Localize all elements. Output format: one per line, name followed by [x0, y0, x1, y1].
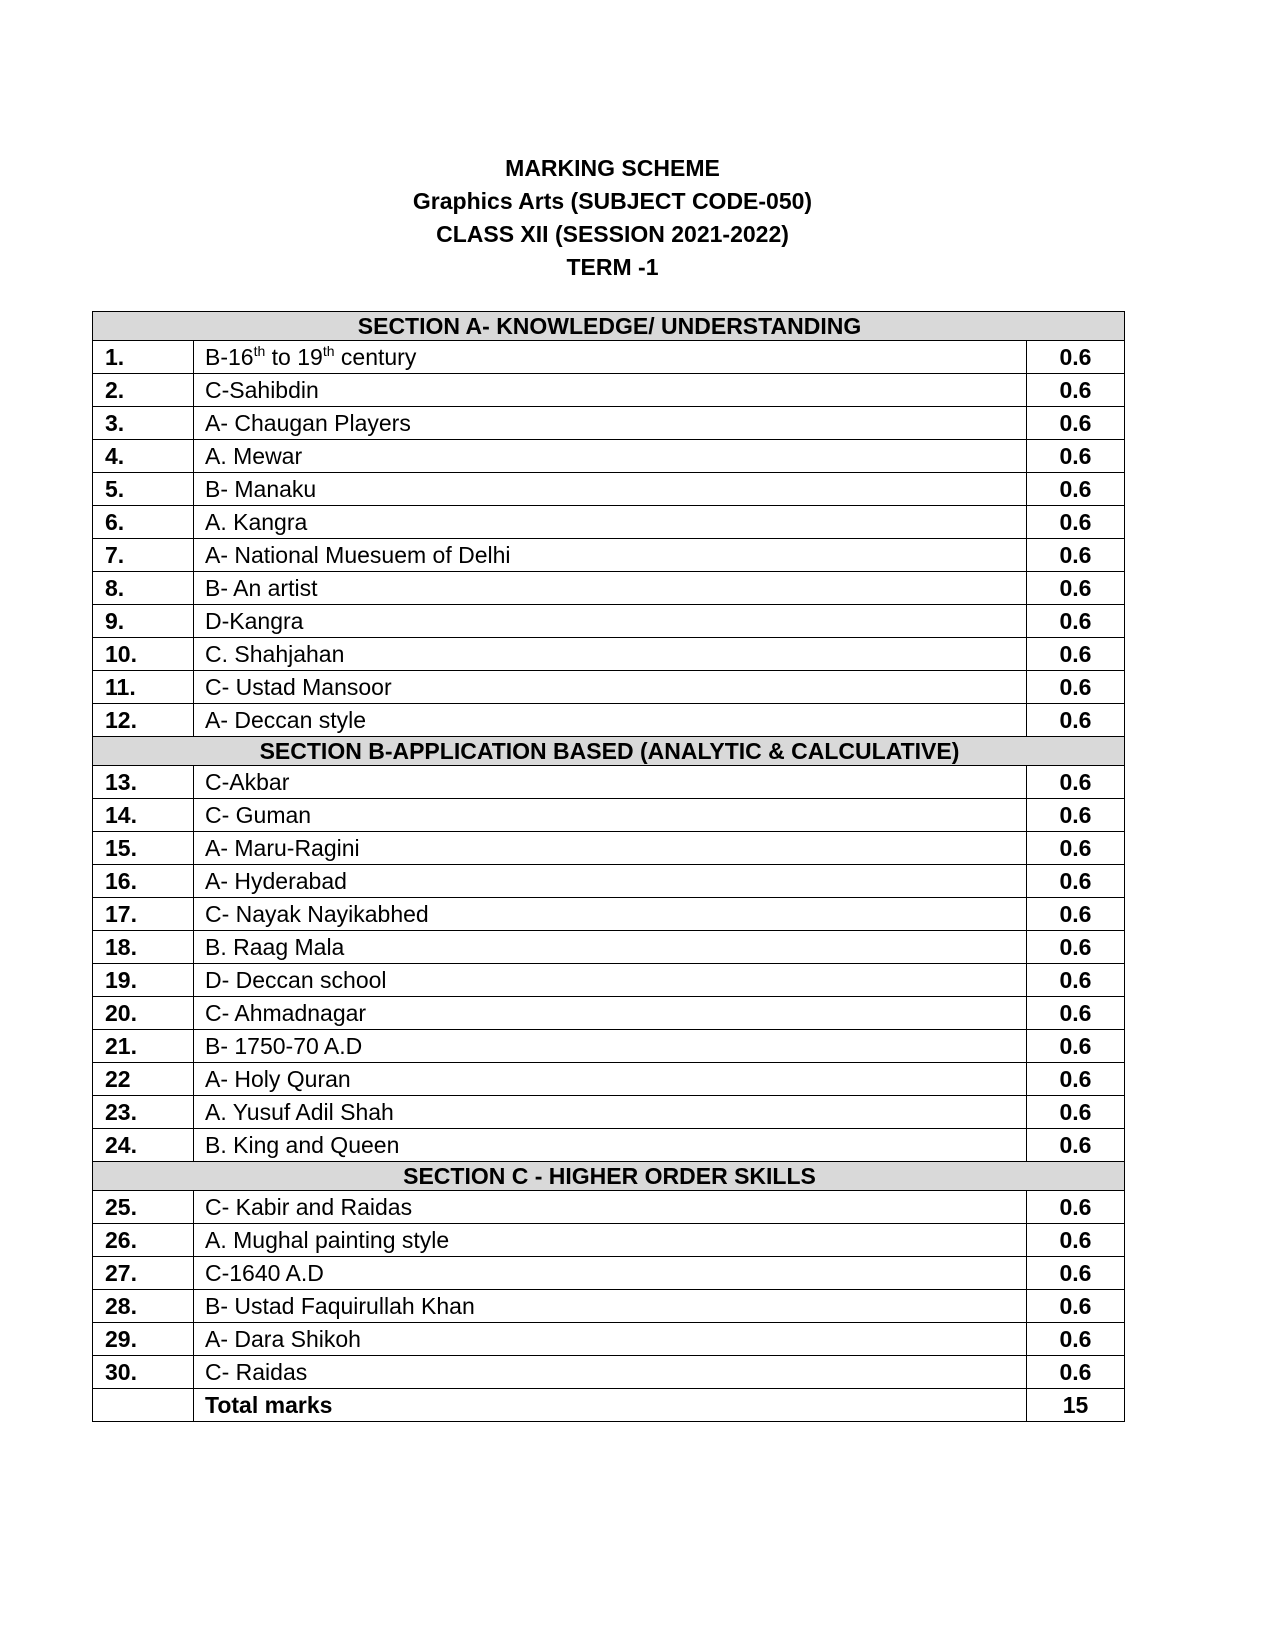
table-row	[93, 1191, 1125, 1224]
table-row	[93, 1063, 1125, 1096]
section-c-title: SECTION C - HIGHER ORDER SKILLS	[93, 1162, 1125, 1191]
question-number: 10.	[93, 638, 194, 671]
question-number: 15.	[93, 832, 194, 865]
answer-cell: B. King and Queen	[194, 1129, 1027, 1162]
marks-cell: 0.6	[1027, 1224, 1125, 1257]
table-row	[93, 931, 1125, 964]
table-row	[93, 506, 1125, 539]
answer-cell: A- Holy Quran	[194, 1063, 1027, 1096]
table-row	[93, 341, 1125, 374]
marks-cell: 0.6	[1027, 1096, 1125, 1129]
marks-cell: 0.6	[1027, 374, 1125, 407]
marks-cell: 0.6	[1027, 1030, 1125, 1063]
section-a-title: SECTION A- KNOWLEDGE/ UNDERSTANDING	[93, 312, 1125, 341]
answer-cell: C-Akbar	[194, 766, 1027, 799]
marks-cell: 0.6	[1027, 1323, 1125, 1356]
question-number: 23.	[93, 1096, 194, 1129]
question-number: 17.	[93, 898, 194, 931]
question-number: 30.	[93, 1356, 194, 1389]
superscript: th	[253, 342, 266, 359]
answer-cell: B. Raag Mala	[194, 931, 1027, 964]
answer-cell: A. Mughal painting style	[194, 1224, 1027, 1257]
answer-cell: A- Dara Shikoh	[194, 1323, 1027, 1356]
marks-cell: 0.6	[1027, 440, 1125, 473]
marks-cell: 0.6	[1027, 898, 1125, 931]
table-row	[93, 1257, 1125, 1290]
table-row	[93, 704, 1125, 737]
question-number: 1.	[93, 341, 194, 374]
answer-cell: B- 1750-70 A.D	[194, 1030, 1027, 1063]
answer-cell: C-1640 A.D	[194, 1257, 1027, 1290]
question-number: 27.	[93, 1257, 194, 1290]
marks-cell: 0.6	[1027, 605, 1125, 638]
table-row	[93, 1224, 1125, 1257]
question-number: 4.	[93, 440, 194, 473]
answer-cell: A. Yusuf Adil Shah	[194, 1096, 1027, 1129]
answer-cell: C- Guman	[194, 799, 1027, 832]
answer-cell: B- Ustad Faquirullah Khan	[194, 1290, 1027, 1323]
answer-cell: D- Deccan school	[194, 964, 1027, 997]
answer-cell: A- Maru-Ragini	[194, 832, 1027, 865]
table-row	[93, 1030, 1125, 1063]
marks-cell: 0.6	[1027, 799, 1125, 832]
marks-cell: 0.6	[1027, 539, 1125, 572]
table-row	[93, 407, 1125, 440]
total-label: Total marks	[194, 1389, 1027, 1422]
answer-cell: C- Kabir and Raidas	[194, 1191, 1027, 1224]
term-line: TERM -1	[566, 254, 659, 280]
question-number: 18.	[93, 931, 194, 964]
answer-cell: B- Manaku	[194, 473, 1027, 506]
marks-cell: 0.6	[1027, 671, 1125, 704]
answer-cell: C. Shahjahan	[194, 638, 1027, 671]
table-row	[93, 766, 1125, 799]
table-row	[93, 799, 1125, 832]
marks-cell: 0.6	[1027, 931, 1125, 964]
table-row	[93, 1356, 1125, 1389]
marks-cell: 0.6	[1027, 1290, 1125, 1323]
marks-cell: 0.6	[1027, 964, 1125, 997]
answer-cell: C- Ustad Mansoor	[194, 671, 1027, 704]
marks-cell: 0.6	[1027, 832, 1125, 865]
section-a-header-row	[93, 312, 1125, 341]
question-number: 26.	[93, 1224, 194, 1257]
marking-scheme-body	[93, 312, 1125, 1422]
answer-cell: C- Ahmadnagar	[194, 997, 1027, 1030]
total-marks: 15	[1027, 1389, 1125, 1422]
marks-cell: 0.6	[1027, 1191, 1125, 1224]
answer-text-part: B-16	[205, 343, 254, 370]
superscript: th	[322, 342, 335, 359]
table-row	[93, 572, 1125, 605]
marks-cell: 0.6	[1027, 341, 1125, 374]
table-row	[93, 671, 1125, 704]
question-number: 19.	[93, 964, 194, 997]
marks-cell: 0.6	[1027, 473, 1125, 506]
answer-cell: A. Mewar	[194, 440, 1027, 473]
table-row	[93, 1096, 1125, 1129]
table-row	[93, 997, 1125, 1030]
answer-cell: A- National Muesuem of Delhi	[194, 539, 1027, 572]
marks-cell: 0.6	[1027, 1356, 1125, 1389]
question-number: 14.	[93, 799, 194, 832]
table-row	[93, 1129, 1125, 1162]
section-b-header-row	[93, 737, 1125, 766]
document-header	[0, 152, 1225, 284]
table-row	[93, 605, 1125, 638]
answer-text-part: to 19	[265, 343, 323, 370]
question-number: 8.	[93, 572, 194, 605]
answer-cell: A- Deccan style	[194, 704, 1027, 737]
question-number: 21.	[93, 1030, 194, 1063]
question-number: 6.	[93, 506, 194, 539]
table-row	[93, 964, 1125, 997]
marks-cell: 0.6	[1027, 572, 1125, 605]
table-row	[93, 473, 1125, 506]
question-number: 16.	[93, 865, 194, 898]
answer-cell: B- An artist	[194, 572, 1027, 605]
answer-cell: A. Kangra	[194, 506, 1027, 539]
marks-cell: 0.6	[1027, 865, 1125, 898]
question-number: 7.	[93, 539, 194, 572]
question-number: 25.	[93, 1191, 194, 1224]
answer-cell: C- Raidas	[194, 1356, 1027, 1389]
marks-cell: 0.6	[1027, 407, 1125, 440]
class-session-line: CLASS XII (SESSION 2021-2022)	[436, 221, 789, 247]
answer-cell: A- Hyderabad	[194, 865, 1027, 898]
question-number: 12.	[93, 704, 194, 737]
answer-cell: C-Sahibdin	[194, 374, 1027, 407]
question-number: 3.	[93, 407, 194, 440]
question-number: 28.	[93, 1290, 194, 1323]
answer-cell	[194, 341, 1027, 374]
table-row	[93, 440, 1125, 473]
table-row	[93, 539, 1125, 572]
question-number: 20.	[93, 997, 194, 1030]
question-number: 2.	[93, 374, 194, 407]
marks-cell: 0.6	[1027, 1257, 1125, 1290]
table-row	[93, 865, 1125, 898]
marking-scheme-table	[92, 311, 1125, 1422]
table-row	[93, 832, 1125, 865]
table-row	[93, 1323, 1125, 1356]
total-row	[93, 1389, 1125, 1422]
answer-cell: A- Chaugan Players	[194, 407, 1027, 440]
marks-cell: 0.6	[1027, 704, 1125, 737]
section-c-header-row	[93, 1162, 1125, 1191]
question-number: 5.	[93, 473, 194, 506]
subject-line: Graphics Arts (SUBJECT CODE-050)	[412, 188, 813, 214]
marks-cell: 0.6	[1027, 766, 1125, 799]
marks-cell: 0.6	[1027, 997, 1125, 1030]
total-number-cell	[93, 1389, 194, 1422]
answer-text-part: century	[334, 343, 417, 370]
marks-cell: 0.6	[1027, 1129, 1125, 1162]
marks-cell: 0.6	[1027, 1063, 1125, 1096]
table-row	[93, 638, 1125, 671]
document-title: MARKING SCHEME	[505, 155, 720, 181]
question-number: 29.	[93, 1323, 194, 1356]
marks-cell: 0.6	[1027, 506, 1125, 539]
answer-cell: C- Nayak Nayikabhed	[194, 898, 1027, 931]
section-b-title: SECTION B-APPLICATION BASED (ANALYTIC & CALCULATIVE)	[93, 737, 1125, 766]
marks-cell: 0.6	[1027, 638, 1125, 671]
question-number: 13.	[93, 766, 194, 799]
table-row	[93, 374, 1125, 407]
question-number: 22	[93, 1063, 194, 1096]
table-row	[93, 898, 1125, 931]
question-number: 11.	[93, 671, 194, 704]
question-number: 24.	[93, 1129, 194, 1162]
question-number: 9.	[93, 605, 194, 638]
table-row	[93, 1290, 1125, 1323]
answer-cell: D-Kangra	[194, 605, 1027, 638]
